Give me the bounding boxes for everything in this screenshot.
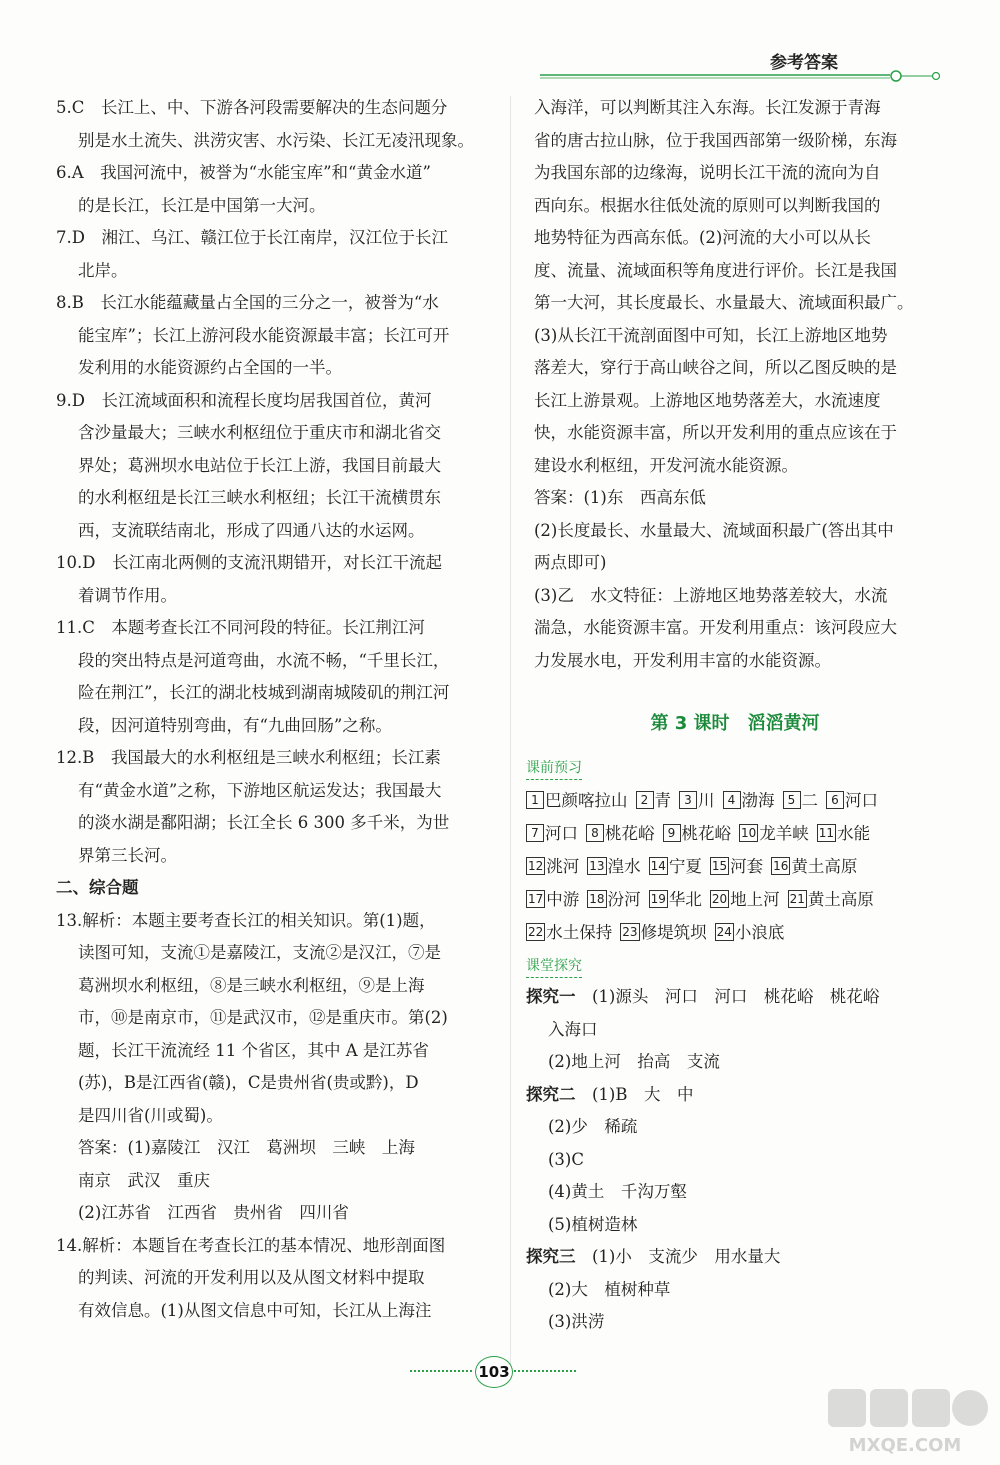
item-number-box: 19: [650, 891, 666, 906]
item-number-box: 20: [711, 891, 728, 906]
explore-line: (2)大 植树种草: [548, 1279, 671, 1299]
answer-line: 有“黄金水道”之称，下游地区航运发达；我国最大: [78, 780, 442, 800]
item-number-box: 16: [773, 858, 789, 873]
explore-line: 入海口: [548, 1019, 598, 1039]
explore-line: (3)洪涝: [548, 1312, 605, 1331]
answer-line: 13.解析：本题主要考查长江的相关知识。第(1)题，: [56, 910, 436, 930]
item-number-box: 14: [650, 858, 666, 873]
item-number-box: 4: [723, 791, 741, 809]
item-answer: 河口: [845, 790, 878, 810]
exploration-label: 探究三: [526, 1247, 576, 1266]
preview-row: [526, 916, 944, 949]
left-column: [56, 92, 486, 1327]
answer-line: 入海洋，可以判断其注入东海。长江发源于青海: [534, 98, 881, 117]
item-answer: 华北: [668, 889, 702, 909]
preview-item: [620, 916, 706, 949]
item-number-box: 8: [586, 824, 604, 842]
item-number-box: 17: [528, 891, 544, 906]
item-answer: 湟水: [607, 856, 641, 876]
footer-dots-left: [410, 1370, 472, 1372]
answer-line: 读图可知，支流①是嘉陵江，支流②是汉江，⑦是: [78, 943, 441, 962]
preview-item: [679, 784, 715, 817]
item-answer: 桃花峪: [605, 823, 655, 843]
page-number: 103: [475, 1356, 513, 1388]
explore-line: (3)C: [548, 1149, 584, 1169]
answer-line: 的是长江，长江是中国第一大河。: [78, 195, 326, 215]
preview-row: [526, 817, 944, 850]
column-divider: [510, 96, 511, 1376]
answer-line: 题，长江干流流经 11 个省区，其中 A 是江苏省: [78, 1040, 429, 1060]
answer-line: 湍急，水能资源丰富。开发利用重点：该河段应大: [534, 618, 897, 637]
answer-line: 6.A 我国河流中，被誉为“水能宝库”和“黄金水道”: [56, 163, 431, 182]
answer-line: 是四川省(川或蜀)。: [78, 1105, 223, 1125]
answer-line: 答案：(1)东 西高东低: [534, 488, 706, 507]
preview-item: [649, 883, 702, 916]
answer-line: 西向东。根据水往低处流的原则可以判断我国的: [534, 195, 881, 215]
item-answer: 洮河: [546, 856, 580, 876]
item-answer: 河套: [730, 856, 764, 876]
footer-dots-right: [514, 1370, 576, 1372]
answer-line: 7.D 湘江、乌江、赣江位于长江南岸，汉江位于长江: [56, 228, 448, 247]
preview-item: [587, 850, 640, 883]
answer-continuation: [526, 92, 944, 677]
explore-heading: 课堂探究: [526, 955, 582, 978]
answer-line: 界处；葛洲坝水电站位于长江上游，我国目前最大: [78, 455, 441, 475]
answer-line: (3)从长江干流剖面图中可知，长江上游地区地势: [534, 325, 888, 345]
answer-line: 有效信息。(1)从图文信息中可知，长江从上海注: [78, 1300, 432, 1320]
item-answer: 桃花峪: [681, 823, 731, 843]
item-number-box: 11: [818, 825, 835, 840]
item-answer: 水能: [837, 823, 871, 843]
preview-item: [710, 883, 780, 916]
explore-line: (4)黄土 千沟万壑: [548, 1182, 687, 1201]
item-number-box: 21: [789, 891, 805, 906]
section-title: 第 3 课时 滔滔黄河: [650, 713, 820, 734]
answer-line: 快，水能资源丰富，所以开发利用的重点应该在于: [534, 423, 897, 442]
answer-line: 着调节作用。: [78, 585, 177, 605]
svg-text:MXQE.COM: MXQE.COM: [848, 1435, 962, 1456]
answer-line: 11.C 本题考查长江不同河段的特征。长江荆江河: [56, 618, 425, 637]
answer-line: 为我国东部的边缘海，说明长江干流的流向为自: [534, 163, 881, 182]
page-header-title: 参考答案: [770, 53, 838, 73]
answer-line: 别是水土流失、洪涝灾害、水污染、长江无凌汛现象。: [78, 130, 474, 150]
explore-line: (2)地上河 抬高 支流: [548, 1052, 720, 1071]
item-answer: 川: [698, 790, 715, 810]
preview-item: [526, 850, 579, 883]
answer-line: 建设水利枢纽，开发河流水能资源。: [534, 455, 798, 475]
item-answer: 小浪底: [734, 922, 785, 942]
answer-line: 二、综合题: [56, 878, 139, 897]
right-column: [526, 92, 944, 1339]
item-answer: 黄土高原: [791, 856, 858, 876]
item-number-box: 3: [679, 791, 697, 809]
header-ornament-line: [540, 64, 945, 86]
item-number-box: 9: [663, 824, 681, 842]
preview-item: [586, 817, 655, 850]
preview-item: [526, 784, 628, 817]
preview-row: [526, 784, 944, 817]
answer-line: 9.D 长江流域面积和流程长度均居我国首位，黄河: [56, 390, 432, 410]
answer-line: 14.解析：本题旨在考查长江的基本情况、地形剖面图: [56, 1235, 446, 1255]
explore-line: (2)少 稀疏: [548, 1117, 638, 1136]
answer-line: 第一大河，其长度最长、水量最大、流域面积最广。: [534, 293, 914, 312]
item-number-box: 6: [826, 791, 844, 809]
item-answer: 二: [801, 790, 818, 810]
item-number-box: 10: [741, 825, 757, 840]
item-answer: 中游: [546, 889, 580, 909]
answer-line: 段，因河道特别弯曲，有“九曲回肠”之称。: [78, 715, 392, 735]
item-answer: 青: [654, 790, 671, 810]
preview-item: [710, 850, 763, 883]
exploration-label: 探究二: [526, 1084, 576, 1104]
item-answer: 水土保持: [546, 922, 613, 942]
preview-row: [526, 883, 944, 916]
answer-line: 能宝库”；长江上游河段水能资源最丰富；长江可开: [78, 325, 450, 345]
item-number-box: 2: [636, 791, 654, 809]
item-number-box: 1: [526, 791, 544, 809]
answer-line: 的水利枢纽是长江三峡水利枢纽；长江干流横贯东: [78, 488, 441, 507]
preview-answer-grid: [526, 784, 944, 949]
exploration-label: 探究一: [526, 987, 576, 1006]
item-number-box: 13: [589, 858, 605, 873]
answer-line: (2)江苏省 江西省 贵州省 四川省: [78, 1203, 349, 1222]
answer-line: 答案：(1)嘉陵江 汉江 葛洲坝 三峡 上海: [78, 1138, 415, 1157]
explore-line: 探究二 (1)B 大 中: [526, 1084, 694, 1104]
item-answer: 宁夏: [668, 856, 702, 876]
preview-item: [526, 916, 612, 949]
answer-line: 省的唐古拉山脉，位于我国西部第一级阶梯，东海: [534, 130, 897, 150]
answer-line: 的判读、河流的开发利用以及从图文材料中提取: [78, 1268, 425, 1287]
answer-line: 段的突出特点是河道弯曲，水流不畅，“千里长江，: [78, 650, 450, 670]
item-number-box: 24: [716, 924, 732, 939]
explore-answers: [526, 981, 944, 1339]
page-footer: [408, 1352, 578, 1392]
preview-item: [636, 784, 672, 817]
answer-line: 市，⑩是南京市，⑪是武汉市，⑫是重庆市。第(2): [78, 1008, 448, 1027]
preview-row: [526, 850, 944, 883]
answer-line: 界第三长河。: [78, 845, 177, 865]
answer-line: 8.B 长江水能蕴藏量占全国的三分之一，被誉为“水: [56, 293, 439, 312]
preview-item: [817, 817, 870, 850]
watermark-logo: [820, 1385, 990, 1460]
item-answer: 龙羊峡: [759, 823, 809, 843]
item-number-box: 7: [526, 824, 544, 842]
answer-line: 落差大，穿行于高山峡谷之间，所以乙图反映的是: [534, 358, 897, 377]
item-number-box: 18: [589, 891, 605, 906]
answer-line: 南京 武汉 重庆: [78, 1170, 210, 1190]
preview-item: [771, 850, 857, 883]
explore-line: 探究一 (1)源头 河口 河口 桃花峪 桃花峪: [526, 987, 880, 1006]
item-answer: 黄土高原: [807, 889, 874, 909]
explore-line: (5)植树造林: [548, 1214, 638, 1234]
answer-line: 葛洲坝水利枢纽，⑧是三峡水利枢纽，⑨是上海: [78, 975, 425, 995]
preview-item: [715, 916, 785, 949]
item-number-box: 22: [528, 924, 544, 939]
preview-item: [587, 883, 640, 916]
answer-line: 长江上游景观。上游地区地势落差大，水流速度: [534, 390, 881, 410]
item-answer: 修堤筑坝: [640, 922, 707, 942]
answer-line: 10.D 长江南北两侧的支流汛期错开，对长江干流起: [56, 553, 442, 572]
answer-line: (2)长度最长、水量最大、流域面积最广(答出其中: [534, 520, 894, 540]
preview-item: [526, 883, 579, 916]
item-number-box: 15: [711, 858, 728, 873]
item-answer: 渤海: [741, 790, 775, 810]
answer-line: 北岸。: [78, 260, 128, 280]
explore-line: 探究三 (1)小 支流少 用水量大: [526, 1247, 781, 1266]
preview-item: [783, 784, 819, 817]
preview-heading: 课前预习: [526, 757, 582, 780]
item-number-box: 12: [528, 858, 544, 873]
preview-item: [788, 883, 874, 916]
preview-item: [663, 817, 732, 850]
item-number-box: 5: [783, 791, 801, 809]
answer-line: 地势特征为西高东低。(2)河流的大小可以从长: [534, 228, 871, 247]
preview-item: [739, 817, 809, 850]
answer-line: 5.C 长江上、中、下游各河段需要解决的生态问题分: [56, 98, 448, 117]
item-answer: 地上河: [730, 889, 780, 909]
answer-line: 险在荆江”，长江的湖北枝城到湖南城陵矶的荆江河: [78, 683, 450, 702]
item-answer: 巴颜喀拉山: [545, 790, 628, 810]
preview-item: [723, 784, 775, 817]
answer-line: 两点即可): [534, 553, 607, 572]
answer-line: 12.B 我国最大的水利枢纽是三峡水利枢纽；长江素: [56, 748, 441, 767]
answer-line: 发利用的水能资源约占全国的一半。: [78, 358, 342, 377]
answer-line: 度、流量、流域面积等角度进行评价。长江是我国: [534, 260, 897, 280]
preview-item: [826, 784, 878, 817]
item-answer: 汾河: [607, 889, 641, 909]
preview-item: [649, 850, 702, 883]
answer-line: 含沙量最大；三峡水利枢纽位于重庆市和湖北省交: [78, 423, 441, 442]
answer-line: 的淡水湖是鄱阳湖；长江全长 6 300 多千米，为世: [78, 813, 450, 832]
answer-line: (苏)，B是江西省(赣)，C是贵州省(贵或黔)，D: [78, 1073, 419, 1092]
answer-line: (3)乙 水文特征：上游地区地势落差较大，水流: [534, 585, 888, 605]
answer-line: 西，支流联结南北，形成了四通八达的水运网。: [78, 520, 425, 540]
answer-line: 力发展水电，开发利用丰富的水能资源。: [534, 650, 831, 670]
item-answer: 河口: [545, 823, 578, 843]
item-number-box: 23: [622, 924, 638, 939]
preview-item: [526, 817, 578, 850]
